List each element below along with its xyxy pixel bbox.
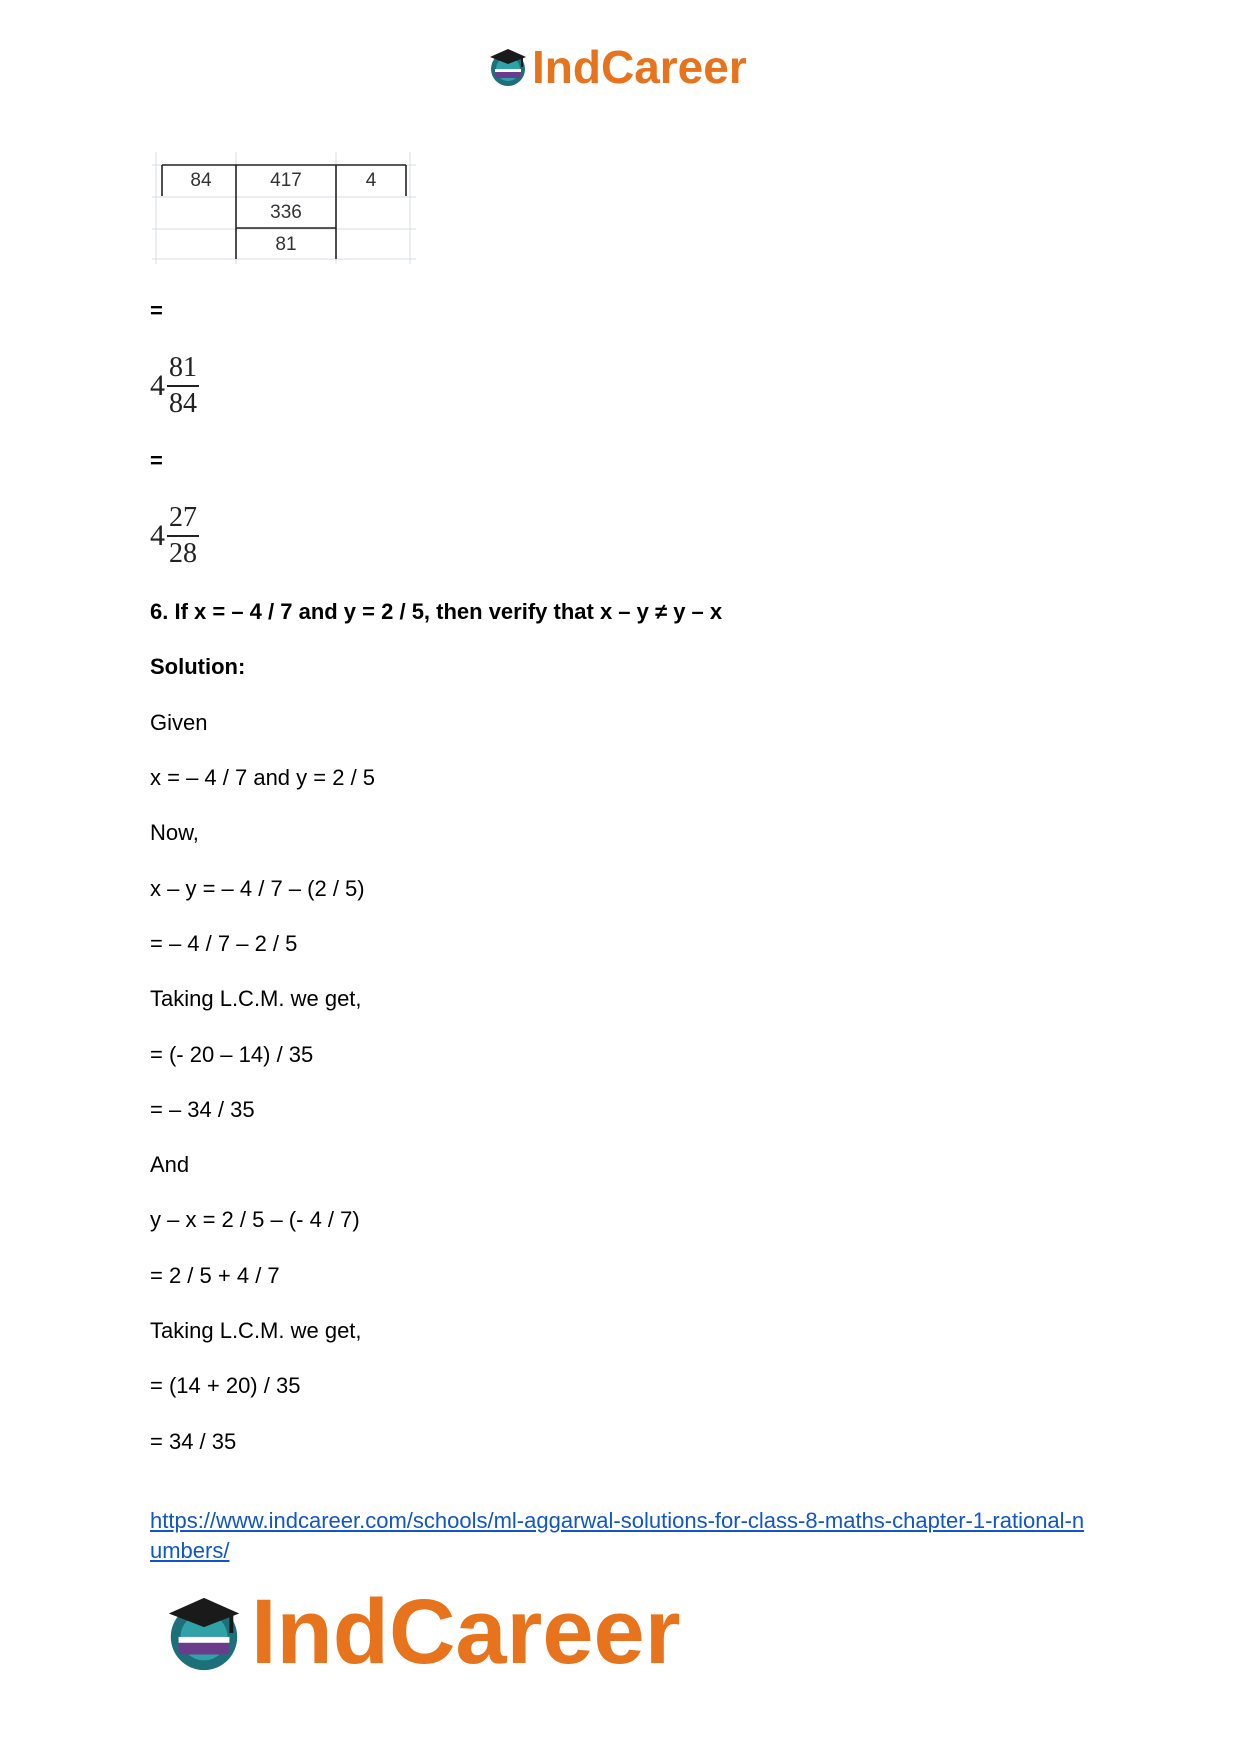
- dividend-cell: 417: [270, 170, 302, 191]
- equals-sign: =: [150, 298, 163, 323]
- solution-label: Solution:: [150, 654, 246, 679]
- fraction-bar: [167, 385, 199, 387]
- fraction-bar: [167, 535, 199, 537]
- solution-line: Taking L.C.M. we get,: [150, 1318, 362, 1343]
- solution-line: Now,: [150, 820, 199, 845]
- whole-part: 4: [150, 369, 165, 402]
- denominator: 84: [169, 388, 197, 419]
- footer-logo: [161, 1580, 681, 1685]
- solution-line: And: [150, 1152, 190, 1177]
- divisor-cell: 84: [190, 170, 212, 191]
- solution-line: = (14 + 20) / 35: [150, 1373, 301, 1398]
- product-cell: 336: [270, 202, 302, 223]
- whole-part: 4: [150, 519, 165, 552]
- solution-line: Taking L.C.M. we get,: [150, 986, 362, 1011]
- solution-line: = – 34 / 35: [150, 1097, 255, 1122]
- quotient-cell: 4: [365, 170, 377, 191]
- equals-sign: =: [150, 448, 163, 473]
- solution-line: = 34 / 35: [150, 1429, 237, 1454]
- solution-line: = 2 / 5 + 4 / 7: [150, 1263, 280, 1288]
- question-title: 6. If x = – 4 / 7 and y = 2 / 5, then verify that x – y ≠ y – x: [150, 599, 723, 624]
- header-logo: [486, 40, 747, 94]
- numerator: 27: [169, 502, 197, 533]
- numerator: 81: [169, 352, 197, 383]
- denominator: 28: [169, 538, 197, 569]
- long-division-table: [152, 152, 416, 264]
- solution-line: x = – 4 / 7 and y = 2 / 5: [150, 765, 376, 790]
- logo-wordmark: IndCareer: [532, 41, 747, 93]
- graduation-globe-icon: [161, 1590, 247, 1676]
- source-link[interactable]: https://www.indcareer.com/schools/ml-aggarwal-solutions-for-class-8-maths-chapter-1-rational-numbers/: [150, 1508, 1085, 1563]
- solution-line: Given: [150, 710, 208, 735]
- logo-wordmark: IndCareer: [251, 1581, 681, 1683]
- solution-line: x – y = – 4 / 7 – (2 / 5): [150, 876, 365, 901]
- mixed-fraction-27-28: [150, 502, 199, 570]
- mixed-fraction-81-84: [150, 352, 199, 420]
- solution-line: y – x = 2 / 5 – (- 4 / 7): [150, 1207, 360, 1232]
- graduation-globe-icon: [486, 45, 530, 89]
- remainder-cell: 81: [275, 234, 297, 255]
- solution-line: = – 4 / 7 – 2 / 5: [150, 931, 298, 956]
- solution-line: = (- 20 – 14) / 35: [150, 1042, 314, 1067]
